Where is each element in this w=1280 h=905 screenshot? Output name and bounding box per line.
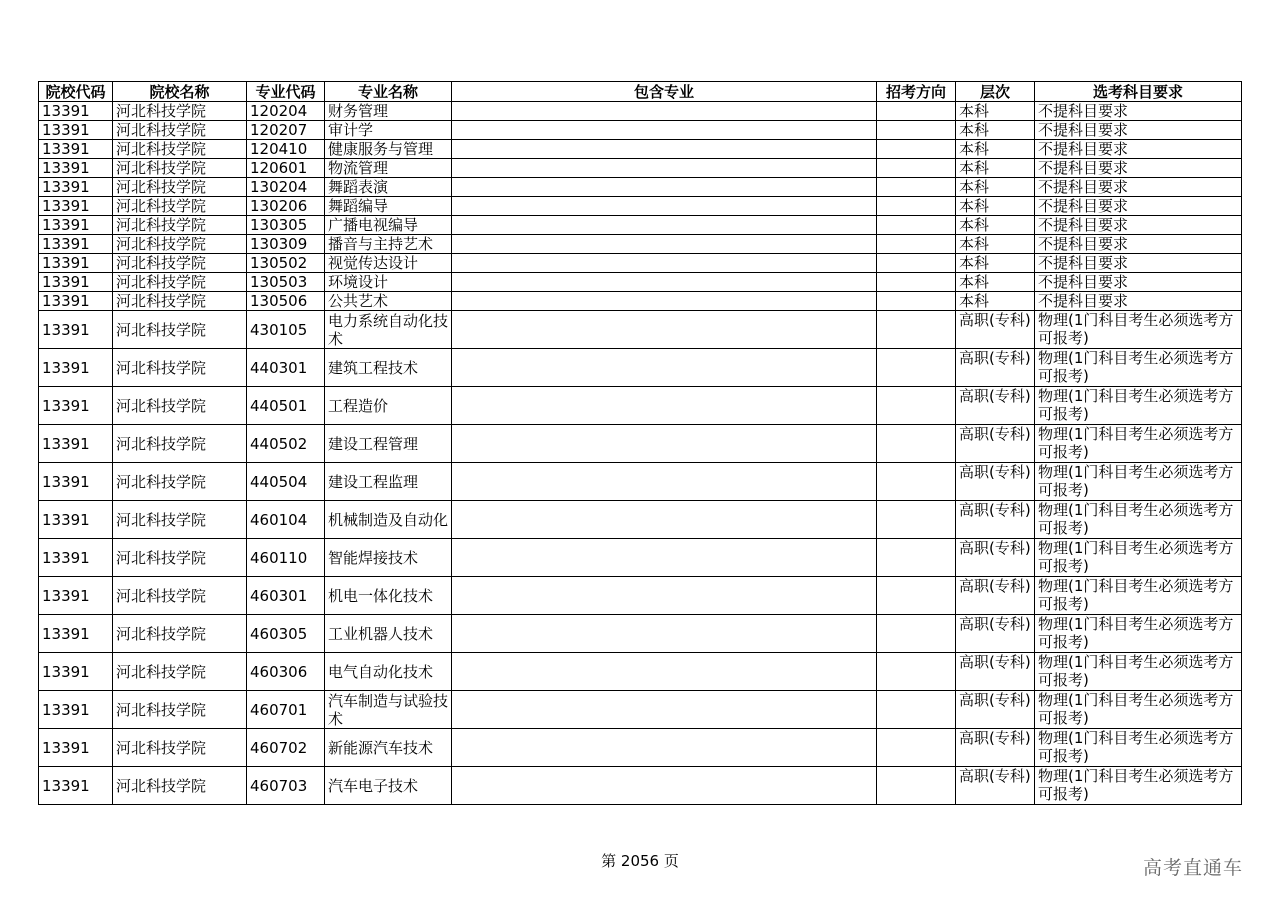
- cell-direction: [877, 178, 956, 197]
- table-row: [39, 197, 1242, 216]
- cell-subject-requirement: 物理(1门科目考生必须选考方可报考): [1035, 539, 1242, 577]
- table-row: [39, 463, 1242, 501]
- cell-school-name: 河北科技学院: [113, 254, 247, 273]
- cell-subject-requirement: 不提科目要求: [1035, 197, 1242, 216]
- cell-major-name: 环境设计: [325, 273, 452, 292]
- cell-major-code: 130506: [247, 292, 325, 311]
- cell-school-name: 河北科技学院: [113, 235, 247, 254]
- table-body: [39, 102, 1242, 805]
- header-subject-requirement: 选考科目要求: [1035, 82, 1242, 102]
- cell-level: 高职(专科): [956, 463, 1035, 501]
- cell-major-code: 130204: [247, 178, 325, 197]
- cell-major-name: 物流管理: [325, 159, 452, 178]
- table-row: [39, 729, 1242, 767]
- cell-direction: [877, 577, 956, 615]
- cell-direction: [877, 216, 956, 235]
- table-row: [39, 691, 1242, 729]
- table-row: [39, 577, 1242, 615]
- cell-subject-requirement: 不提科目要求: [1035, 102, 1242, 121]
- cell-major-code: 460305: [247, 615, 325, 653]
- cell-included-majors: [452, 425, 877, 463]
- cell-subject-requirement: 不提科目要求: [1035, 178, 1242, 197]
- cell-included-majors: [452, 615, 877, 653]
- cell-level: 高职(专科): [956, 539, 1035, 577]
- watermark-logo: 高考直通车: [1143, 857, 1244, 879]
- cell-direction: [877, 729, 956, 767]
- header-major-name: 专业名称: [325, 82, 452, 102]
- cell-school-name: 河北科技学院: [113, 311, 247, 349]
- cell-included-majors: [452, 254, 877, 273]
- cell-school-code: 13391: [39, 463, 113, 501]
- cell-school-name: 河北科技学院: [113, 121, 247, 140]
- cell-direction: [877, 121, 956, 140]
- cell-school-name: 河北科技学院: [113, 349, 247, 387]
- cell-school-code: 13391: [39, 387, 113, 425]
- cell-major-name: 汽车制造与试验技术: [325, 691, 452, 729]
- cell-included-majors: [452, 311, 877, 349]
- cell-school-code: 13391: [39, 311, 113, 349]
- cell-major-code: 130309: [247, 235, 325, 254]
- cell-subject-requirement: 物理(1门科目考生必须选考方可报考): [1035, 615, 1242, 653]
- cell-subject-requirement: 物理(1门科目考生必须选考方可报考): [1035, 501, 1242, 539]
- cell-major-code: 130206: [247, 197, 325, 216]
- cell-school-code: 13391: [39, 691, 113, 729]
- cell-subject-requirement: 不提科目要求: [1035, 216, 1242, 235]
- cell-major-code: 130502: [247, 254, 325, 273]
- cell-major-code: 440502: [247, 425, 325, 463]
- cell-school-code: 13391: [39, 178, 113, 197]
- cell-school-code: 13391: [39, 653, 113, 691]
- cell-direction: [877, 425, 956, 463]
- cell-school-name: 河北科技学院: [113, 102, 247, 121]
- cell-school-code: 13391: [39, 216, 113, 235]
- table-row: [39, 501, 1242, 539]
- cell-school-code: 13391: [39, 197, 113, 216]
- cell-school-name: 河北科技学院: [113, 425, 247, 463]
- cell-major-code: 120410: [247, 140, 325, 159]
- table-row: [39, 292, 1242, 311]
- cell-major-name: 舞蹈表演: [325, 178, 452, 197]
- cell-major-code: 460306: [247, 653, 325, 691]
- cell-included-majors: [452, 216, 877, 235]
- cell-major-name: 汽车电子技术: [325, 767, 452, 805]
- cell-school-name: 河北科技学院: [113, 577, 247, 615]
- cell-major-name: 播音与主持艺术: [325, 235, 452, 254]
- cell-level: 高职(专科): [956, 767, 1035, 805]
- cell-major-code: 440504: [247, 463, 325, 501]
- cell-included-majors: [452, 691, 877, 729]
- cell-school-code: 13391: [39, 539, 113, 577]
- cell-major-name: 审计学: [325, 121, 452, 140]
- table-row: [39, 539, 1242, 577]
- cell-school-code: 13391: [39, 292, 113, 311]
- cell-school-code: 13391: [39, 140, 113, 159]
- cell-school-code: 13391: [39, 159, 113, 178]
- cell-included-majors: [452, 501, 877, 539]
- cell-included-majors: [452, 463, 877, 501]
- cell-included-majors: [452, 140, 877, 159]
- cell-major-name: 建设工程管理: [325, 425, 452, 463]
- cell-included-majors: [452, 273, 877, 292]
- table-row: [39, 273, 1242, 292]
- cell-subject-requirement: 不提科目要求: [1035, 140, 1242, 159]
- table-row: [39, 121, 1242, 140]
- cell-level: 高职(专科): [956, 425, 1035, 463]
- cell-level: 本科: [956, 102, 1035, 121]
- cell-level: 本科: [956, 140, 1035, 159]
- table-row: [39, 767, 1242, 805]
- cell-level: 高职(专科): [956, 501, 1035, 539]
- cell-school-code: 13391: [39, 273, 113, 292]
- cell-level: 本科: [956, 159, 1035, 178]
- table-row: [39, 425, 1242, 463]
- header-school-name: 院校名称: [113, 82, 247, 102]
- cell-major-name: 公共艺术: [325, 292, 452, 311]
- cell-major-code: 440301: [247, 349, 325, 387]
- cell-direction: [877, 463, 956, 501]
- cell-included-majors: [452, 292, 877, 311]
- cell-included-majors: [452, 539, 877, 577]
- cell-major-code: 120204: [247, 102, 325, 121]
- table-row: [39, 349, 1242, 387]
- cell-school-name: 河北科技学院: [113, 292, 247, 311]
- cell-level: 本科: [956, 216, 1035, 235]
- table-row: [39, 311, 1242, 349]
- cell-direction: [877, 615, 956, 653]
- table-row: [39, 159, 1242, 178]
- cell-major-code: 120207: [247, 121, 325, 140]
- cell-subject-requirement: 不提科目要求: [1035, 273, 1242, 292]
- cell-subject-requirement: 物理(1门科目考生必须选考方可报考): [1035, 729, 1242, 767]
- cell-direction: [877, 387, 956, 425]
- cell-direction: [877, 691, 956, 729]
- admission-table: [38, 81, 1242, 805]
- cell-included-majors: [452, 159, 877, 178]
- cell-major-code: 460702: [247, 729, 325, 767]
- cell-major-name: 智能焊接技术: [325, 539, 452, 577]
- cell-school-name: 河北科技学院: [113, 159, 247, 178]
- cell-major-name: 舞蹈编导: [325, 197, 452, 216]
- cell-level: 高职(专科): [956, 615, 1035, 653]
- cell-major-name: 财务管理: [325, 102, 452, 121]
- cell-school-name: 河北科技学院: [113, 539, 247, 577]
- cell-level: 本科: [956, 235, 1035, 254]
- cell-major-code: 130503: [247, 273, 325, 292]
- cell-major-code: 430105: [247, 311, 325, 349]
- cell-direction: [877, 273, 956, 292]
- cell-subject-requirement: 物理(1门科目考生必须选考方可报考): [1035, 653, 1242, 691]
- cell-direction: [877, 501, 956, 539]
- cell-major-code: 440501: [247, 387, 325, 425]
- cell-major-name: 电气自动化技术: [325, 653, 452, 691]
- cell-direction: [877, 349, 956, 387]
- page-number: 第 2056 页: [601, 852, 679, 870]
- cell-subject-requirement: 物理(1门科目考生必须选考方可报考): [1035, 691, 1242, 729]
- cell-direction: [877, 311, 956, 349]
- cell-school-code: 13391: [39, 254, 113, 273]
- cell-school-name: 河北科技学院: [113, 653, 247, 691]
- cell-school-name: 河北科技学院: [113, 729, 247, 767]
- cell-subject-requirement: 物理(1门科目考生必须选考方可报考): [1035, 425, 1242, 463]
- cell-school-name: 河北科技学院: [113, 197, 247, 216]
- cell-major-code: 130305: [247, 216, 325, 235]
- cell-subject-requirement: 物理(1门科目考生必须选考方可报考): [1035, 767, 1242, 805]
- cell-included-majors: [452, 729, 877, 767]
- cell-major-code: 460104: [247, 501, 325, 539]
- cell-included-majors: [452, 102, 877, 121]
- cell-level: 高职(专科): [956, 653, 1035, 691]
- cell-level: 高职(专科): [956, 729, 1035, 767]
- cell-school-code: 13391: [39, 615, 113, 653]
- cell-major-code: 120601: [247, 159, 325, 178]
- cell-major-name: 健康服务与管理: [325, 140, 452, 159]
- cell-level: 本科: [956, 197, 1035, 216]
- cell-subject-requirement: 物理(1门科目考生必须选考方可报考): [1035, 577, 1242, 615]
- header-level: 层次: [956, 82, 1035, 102]
- cell-school-name: 河北科技学院: [113, 615, 247, 653]
- cell-school-code: 13391: [39, 349, 113, 387]
- cell-included-majors: [452, 235, 877, 254]
- cell-level: 高职(专科): [956, 577, 1035, 615]
- cell-major-name: 视觉传达设计: [325, 254, 452, 273]
- table-row: [39, 216, 1242, 235]
- cell-school-code: 13391: [39, 577, 113, 615]
- table-row: [39, 615, 1242, 653]
- cell-included-majors: [452, 653, 877, 691]
- table-row: [39, 653, 1242, 691]
- cell-level: 高职(专科): [956, 691, 1035, 729]
- cell-level: 本科: [956, 254, 1035, 273]
- cell-school-name: 河北科技学院: [113, 501, 247, 539]
- cell-included-majors: [452, 121, 877, 140]
- cell-direction: [877, 653, 956, 691]
- table-row: [39, 178, 1242, 197]
- cell-school-name: 河北科技学院: [113, 387, 247, 425]
- cell-level: 高职(专科): [956, 311, 1035, 349]
- cell-level: 本科: [956, 273, 1035, 292]
- cell-direction: [877, 140, 956, 159]
- cell-major-name: 建设工程监理: [325, 463, 452, 501]
- cell-school-code: 13391: [39, 121, 113, 140]
- cell-included-majors: [452, 197, 877, 216]
- cell-school-name: 河北科技学院: [113, 691, 247, 729]
- cell-direction: [877, 292, 956, 311]
- cell-school-code: 13391: [39, 501, 113, 539]
- cell-level: 高职(专科): [956, 387, 1035, 425]
- cell-subject-requirement: 不提科目要求: [1035, 121, 1242, 140]
- cell-school-name: 河北科技学院: [113, 273, 247, 292]
- cell-major-name: 新能源汽车技术: [325, 729, 452, 767]
- cell-school-code: 13391: [39, 425, 113, 463]
- cell-level: 本科: [956, 121, 1035, 140]
- cell-major-name: 工业机器人技术: [325, 615, 452, 653]
- cell-direction: [877, 159, 956, 178]
- cell-major-name: 广播电视编导: [325, 216, 452, 235]
- cell-school-code: 13391: [39, 767, 113, 805]
- cell-subject-requirement: 物理(1门科目考生必须选考方可报考): [1035, 311, 1242, 349]
- table-row: [39, 387, 1242, 425]
- cell-school-name: 河北科技学院: [113, 178, 247, 197]
- cell-subject-requirement: 物理(1门科目考生必须选考方可报考): [1035, 349, 1242, 387]
- cell-major-code: 460301: [247, 577, 325, 615]
- table-row: [39, 254, 1242, 273]
- cell-major-code: 460701: [247, 691, 325, 729]
- cell-major-code: 460110: [247, 539, 325, 577]
- table-row: [39, 235, 1242, 254]
- cell-included-majors: [452, 767, 877, 805]
- cell-school-code: 13391: [39, 102, 113, 121]
- cell-school-code: 13391: [39, 235, 113, 254]
- cell-included-majors: [452, 178, 877, 197]
- cell-school-name: 河北科技学院: [113, 463, 247, 501]
- cell-included-majors: [452, 387, 877, 425]
- cell-direction: [877, 254, 956, 273]
- cell-school-name: 河北科技学院: [113, 767, 247, 805]
- cell-direction: [877, 767, 956, 805]
- cell-school-name: 河北科技学院: [113, 140, 247, 159]
- cell-major-name: 建筑工程技术: [325, 349, 452, 387]
- header-school-code: 院校代码: [39, 82, 113, 102]
- cell-subject-requirement: 物理(1门科目考生必须选考方可报考): [1035, 387, 1242, 425]
- cell-subject-requirement: 物理(1门科目考生必须选考方可报考): [1035, 463, 1242, 501]
- cell-subject-requirement: 不提科目要求: [1035, 159, 1242, 178]
- cell-direction: [877, 102, 956, 121]
- table-header-row: [39, 82, 1242, 102]
- cell-school-name: 河北科技学院: [113, 216, 247, 235]
- header-major-code: 专业代码: [247, 82, 325, 102]
- cell-major-code: 460703: [247, 767, 325, 805]
- cell-school-code: 13391: [39, 729, 113, 767]
- cell-subject-requirement: 不提科目要求: [1035, 292, 1242, 311]
- cell-subject-requirement: 不提科目要求: [1035, 235, 1242, 254]
- cell-major-name: 工程造价: [325, 387, 452, 425]
- cell-subject-requirement: 不提科目要求: [1035, 254, 1242, 273]
- header-direction: 招考方向: [877, 82, 956, 102]
- cell-major-name: 机械制造及自动化: [325, 501, 452, 539]
- cell-included-majors: [452, 577, 877, 615]
- cell-major-name: 机电一体化技术: [325, 577, 452, 615]
- table-row: [39, 102, 1242, 121]
- table-row: [39, 140, 1242, 159]
- cell-level: 本科: [956, 292, 1035, 311]
- cell-level: 本科: [956, 178, 1035, 197]
- cell-included-majors: [452, 349, 877, 387]
- cell-major-name: 电力系统自动化技术: [325, 311, 452, 349]
- cell-direction: [877, 235, 956, 254]
- cell-direction: [877, 539, 956, 577]
- cell-level: 高职(专科): [956, 349, 1035, 387]
- cell-direction: [877, 197, 956, 216]
- header-included-majors: 包含专业: [452, 82, 877, 102]
